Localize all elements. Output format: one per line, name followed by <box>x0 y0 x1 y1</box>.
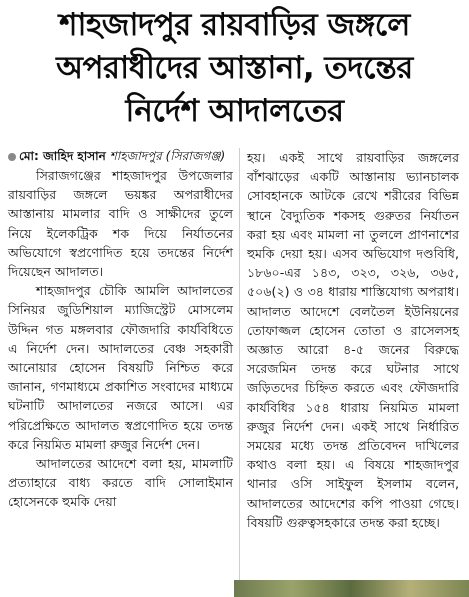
bullet-icon <box>8 153 16 161</box>
dateline-place: শাহজাদপুর (সিরাজগঞ্জ) <box>109 149 226 163</box>
article-paragraph-4: হয়। একই সাথে রায়বাড়ির জঙ্গলের বাঁশঝাড়ের একটি আস্তানায় ভ্যানচালক সোবহানকে আটকে রেখে শরীরের বিভিন্ন স্থানে বৈদ্যুতিক শকসহ গুরুতর নির্যাতন করা হয় এবং মামলা না তুললে প্রাণনাশের হুমকি দেয়া হয়। এসব অভিযোগ দণ্ডবিধি, ১৮৬০-এর ১৪৩, ৩২৩, ৩২৬, ৩৬৫, ৫০৬(২) ও ৩৪ ধারায় শাস্তিযোগ্য অপরাধ। আদালত আদেশে বেলতৈল ইউনিয়নের তোফাজ্জল হোসেন তোতা ও রাসেলসহ অজ্ঞাত আরো ৪-৫ জনের বিরুদ্ধে সরেজমিন তদন্ত করে ঘটনার সাথে জড়িতদের চিহ্নিত করতে এবং ফৌজদারি কার্যবিধির ১৫৪ ধারায় নিয়মিত মামলা রুজুর নির্দেশ দেন। একই সাথে নির্ধারিত সময়ের মধ্যে তদন্ত প্রতিবেদন দাখিলের কথাও বলা হয়। এ বিষয়ে শাহজাদপুর থানার ওসি সাইফুল ইসলাম বলেন, আদালতের আদেশের কপি পাওয়া গেছে। বিষয়টি গুরুত্বসহকারে তদন্ত করা হচ্ছে। <box>247 150 459 530</box>
headline-line-3: নির্দেশ আদালতের <box>125 93 344 129</box>
article-column-left <box>8 166 233 512</box>
photo-edge <box>234 580 469 597</box>
article-paragraph-1: সিরাজগঞ্জের শাহজাদপুর উপজেলার রায়বাড়ির জঙ্গলে ভয়ঙ্কর অপরাধীদের আস্তানায় মামলার বাদি ও সাক্ষীদের তুলে নিয়ে ইলেকট্রিক শক দিয়ে নির্যাতনের অভিযোগে স্বপ্রণোদিত হয়ে তদন্তের নির্দেশ দিয়েছেন আদালত। <box>8 168 233 280</box>
column-divider <box>239 148 240 588</box>
headline-line-2: অপরাধীদের আস্তানা, তদন্তের <box>56 50 413 86</box>
headline <box>6 4 463 133</box>
byline <box>8 148 233 164</box>
article-column-right <box>247 148 459 532</box>
reporter-name: মো: জাহিদ হাসান <box>19 149 106 163</box>
headline-line-1: শাহজাদপুর রায়বাড়ির জঙ্গলে <box>59 7 410 43</box>
article-paragraph-2: শাহজাদপুর চৌকি আমলি আদালতের সিনিয়র জুডিশিয়াল ম্যাজিস্ট্রেট মোসলেম উদ্দিন গত মঙ্গলবার ফৌজদারি কার্যবিধিতে এ নির্দেশ দেন। আদালতের বেঞ্চ সহকারী আনোয়ার হোসেন বিষয়টি নিশ্চিত করে জানান, গণমাধ্যমে প্রকাশিত সংবাদের মাধ্যমে ঘটনাটি আদালতের নজরে আসে। এর পরিপ্রেক্ষিতে আদালত স্বপ্রণোদিত হয়ে তদন্ত করে নিয়মিত মামলা রুজুর নির্দেশ দেন। <box>8 283 233 452</box>
article-paragraph-3: আদালতের আদেশে বলা হয়, মামলাটি প্রত্যাহারে বাধ্য করতে বাদি সোলাইমান হোসেনকে হুমকি দেয়া <box>8 456 233 510</box>
